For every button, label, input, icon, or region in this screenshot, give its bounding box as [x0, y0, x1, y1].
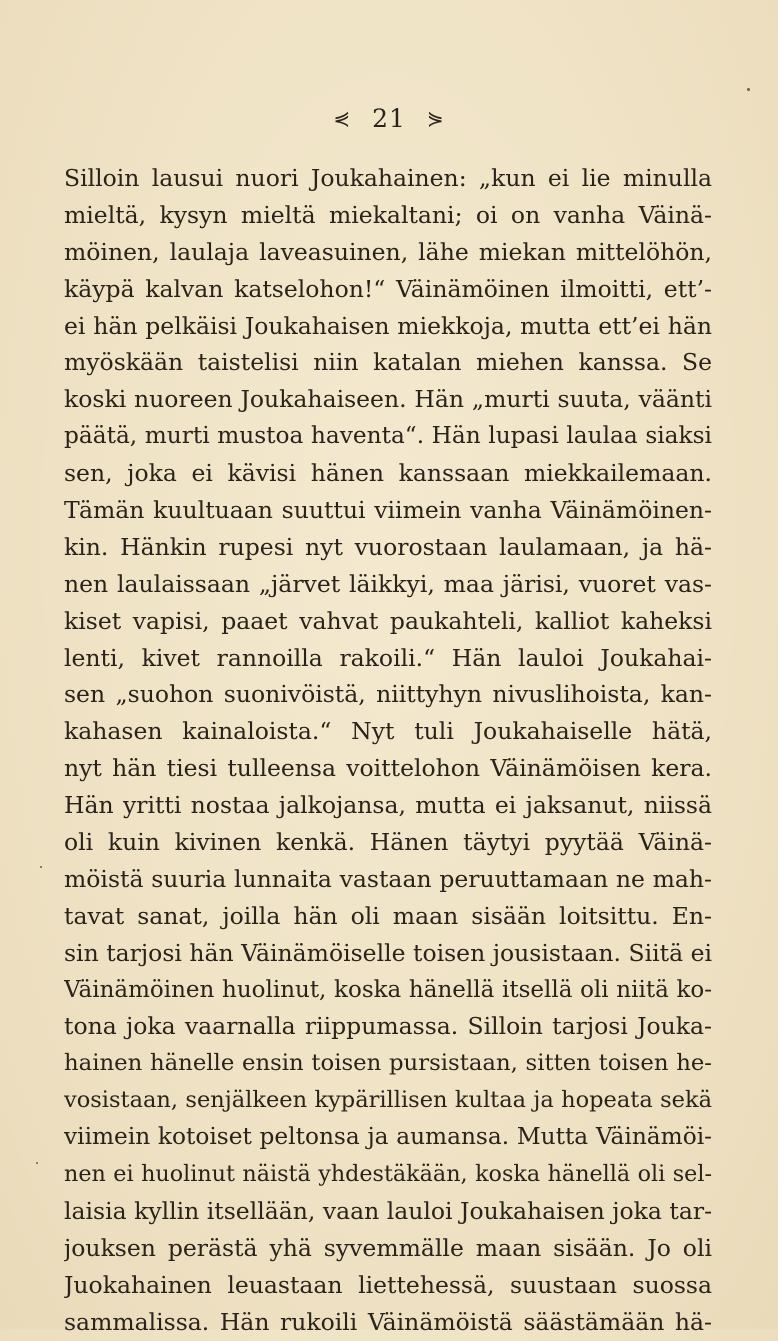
text-line: sen, joka ei kävisi hänen kanssaan miekkailemaan. — [64, 459, 712, 488]
text-line: nen ei huolinut näistä yhdestäkään, koska hänellä oli sel- — [64, 1161, 712, 1188]
text-line: ei hän pelkäisi Joukahaisen miekkoja, mutta ett’ei hän — [64, 311, 712, 340]
text-line: möistä suuria lunnaita vastaan peruuttamaan ne mah- — [64, 864, 712, 893]
page-number: 21 — [372, 104, 406, 133]
text-line: päätä, murti mustoa haventa“. Hän lupasi laulaa siaksi — [64, 422, 712, 450]
text-line: tona joka vaarnalla riippumassa. Silloin tarjosi Jouka- — [64, 1012, 712, 1041]
text-line: laisia kyllin itsellään, vaan lauloi Joukahaisen joka tar- — [64, 1196, 712, 1225]
text-line: tavat sanat, joilla hän oli maan sisään loitsittu. En- — [64, 901, 712, 930]
paper-speck — [36, 1162, 38, 1164]
text-line: kiset vapisi, paaet vahvat paukahteli, kalliot kaheksi — [64, 606, 712, 635]
text-line: nyt hän tiesi tulleensa voittelohon Väinämöisen kera. — [64, 754, 712, 783]
text-line: viimein kotoiset peltonsa ja aumansa. Mutta Väinämöi- — [64, 1123, 712, 1151]
text-line: Tämän kuultuaan suuttui viimein vanha Väinämöinen- — [64, 496, 712, 525]
body-text — [64, 160, 712, 1341]
ornament-left-icon: ⋞ — [333, 106, 352, 130]
text-line: Silloin lausui nuori Joukahainen: „kun ei lie minulla — [64, 164, 712, 192]
text-line: myöskään taistelisi niin katalan miehen kanssa. Se — [64, 348, 712, 377]
text-line: mieltä, kysyn mieltä miekaltani; oi on vanha Väinä- — [64, 200, 712, 229]
text-line: kahasen kainaloista.“ Nyt tuli Joukahaiselle hätä, — [64, 717, 712, 746]
ornament-right-icon: ⋟ — [426, 106, 445, 130]
text-line: hainen hänelle ensin toisen pursistaan, sitten toisen he- — [64, 1050, 712, 1077]
text-line: nen laulaissaan „järvet läikkyi, maa järisi, vuoret vas- — [64, 569, 712, 598]
text-line: kin. Hänkin rupesi nyt vuorostaan laulamaan, ja hä- — [64, 532, 712, 561]
text-line: sin tarjosi hän Väinämöiselle toisen jousistaan. Siitä ei — [64, 938, 712, 967]
text-line: käypä kalvan katselohon!“ Väinämöinen ilmoitti, ett’- — [64, 274, 712, 303]
text-line: Väinämöinen huolinut, koska hänellä itsellä oli niitä ko- — [64, 976, 712, 1003]
text-line: sen „suohon suonivöistä, niittyhyn nivuslihoista, kan- — [64, 680, 712, 709]
paper-speck — [747, 88, 750, 91]
text-line: möinen, laulaja laveasuinen, lähe miekan mittelöhön, — [64, 237, 712, 266]
page-header — [0, 103, 778, 134]
text-line: sammalissa. Hän rukoili Väinämöistä säästämään hä- — [64, 1307, 712, 1336]
text-line: Hän yritti nostaa jalkojansa, mutta ei jaksanut, niissä — [64, 791, 712, 820]
text-line: koski nuoreen Joukahaiseen. Hän „murti suuta, väänti — [64, 385, 712, 414]
text-line: lenti, kivet rannoilla rakoili.“ Hän lauloi Joukahai- — [64, 643, 712, 672]
text-line: oli kuin kivinen kenkä. Hänen täytyi pyytää Väinä- — [64, 828, 712, 857]
text-line: Juokahainen leuastaan liettehessä, suustaan suossa — [64, 1270, 712, 1299]
text-line: jouksen perästä yhä syvemmälle maan sisään. Jo oli — [64, 1233, 712, 1262]
paper-speck — [40, 866, 42, 868]
text-line: vosistaan, senjälkeen kypärillisen kultaa ja hopeata sekä — [64, 1087, 712, 1114]
